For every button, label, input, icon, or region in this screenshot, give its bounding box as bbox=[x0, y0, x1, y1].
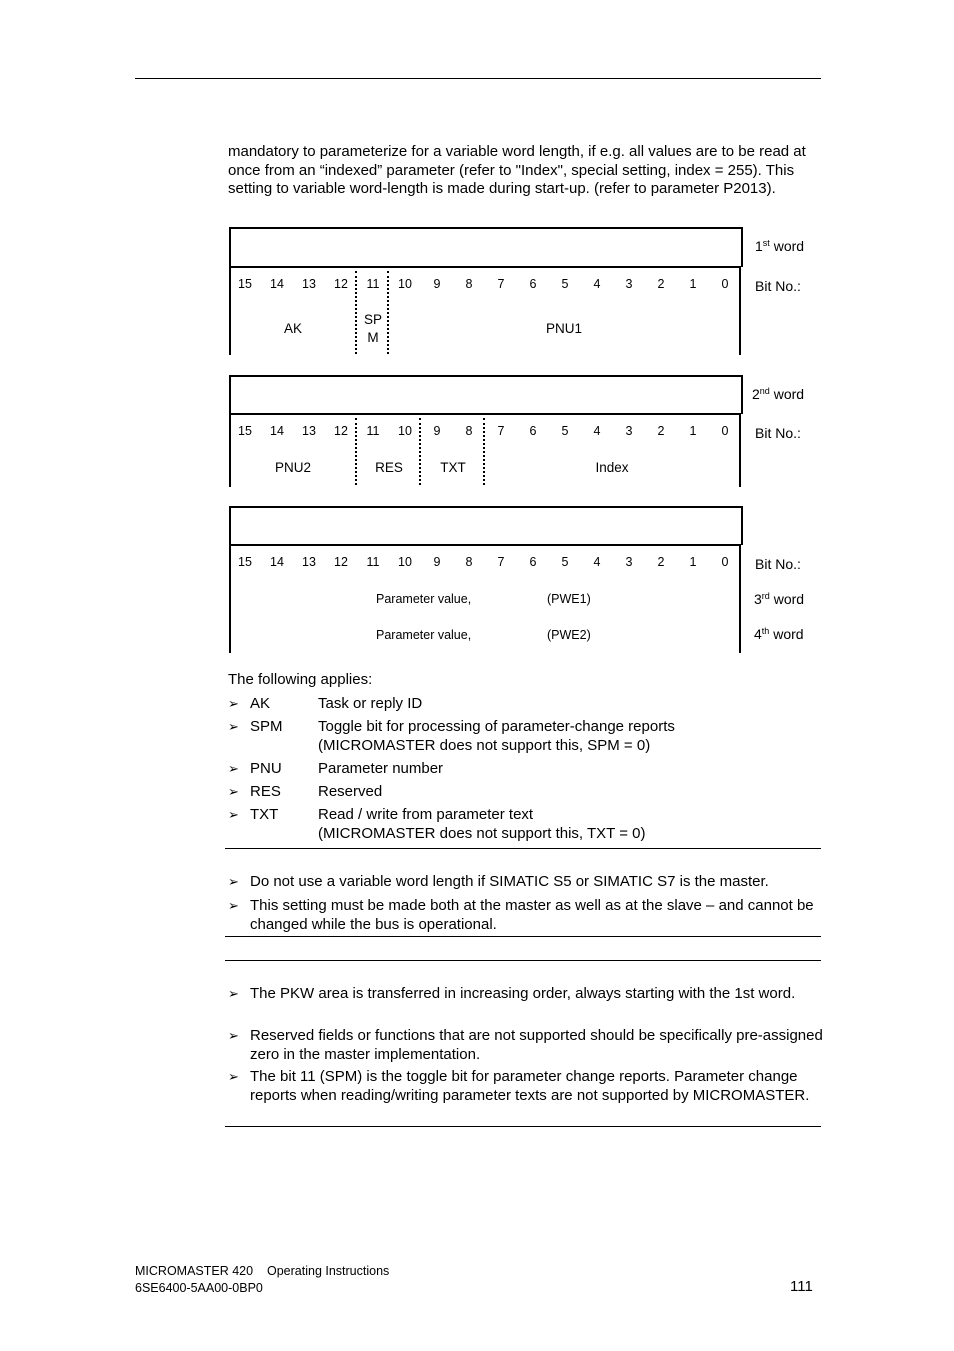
word34-bit-no-label: Bit No.: bbox=[755, 556, 801, 572]
word4-number: 4 bbox=[754, 626, 762, 642]
definition-key: PNU bbox=[250, 760, 282, 777]
footer-doc-type: Operating Instructions bbox=[267, 1264, 390, 1278]
notes-text: Reserved fields or functions that are not supported should be specifically pre-assigned zero in the master implementation. bbox=[250, 1027, 823, 1063]
bit-number: 1 bbox=[689, 555, 697, 569]
bit-number: 4 bbox=[593, 555, 601, 569]
bit-number: 12 bbox=[334, 424, 348, 438]
arrow-bullet-icon: ➢ bbox=[228, 784, 239, 799]
definition-desc: Task or reply ID bbox=[318, 695, 423, 712]
bit-number: 13 bbox=[302, 555, 316, 569]
bit-number: 4 bbox=[593, 277, 601, 291]
bit-number: 7 bbox=[497, 424, 505, 438]
bit-number: 3 bbox=[625, 555, 633, 569]
arrow-bullet-icon: ➢ bbox=[228, 898, 239, 913]
arrow-bullet-icon: ➢ bbox=[228, 1028, 239, 1043]
pwe1-label: Parameter value, bbox=[376, 592, 472, 606]
bit-number: 8 bbox=[465, 277, 473, 291]
word1-label bbox=[755, 238, 804, 254]
definition-desc: Parameter number bbox=[318, 760, 444, 777]
notes-text: The PKW area is transferred in increasing order, always starting with the 1st word. bbox=[250, 985, 796, 1002]
word2-pnu2-field: PNU2 bbox=[274, 460, 311, 475]
word2-index-field: Index bbox=[595, 460, 629, 475]
bit-number: 6 bbox=[529, 424, 537, 438]
bit-number: 2 bbox=[657, 277, 665, 291]
bit-number: 1 bbox=[689, 277, 697, 291]
pwe2-code: (PWE2) bbox=[547, 628, 591, 642]
bit-number: 15 bbox=[238, 555, 252, 569]
arrow-bullet-icon: ➢ bbox=[228, 696, 239, 711]
bit-number: 2 bbox=[657, 555, 665, 569]
arrow-bullet-icon: ➢ bbox=[228, 874, 239, 889]
word1-bit-no-label: Bit No.: bbox=[755, 278, 801, 294]
notice-bottom-rule bbox=[225, 936, 821, 937]
definition-desc: Reserved bbox=[318, 783, 383, 800]
word2-suffix: word bbox=[773, 386, 805, 402]
bit-number: 3 bbox=[625, 424, 633, 438]
arrow-bullet-icon: ➢ bbox=[228, 807, 239, 822]
bit-number: 11 bbox=[366, 555, 380, 569]
bit-number: 15 bbox=[238, 424, 252, 438]
word1-ordinal: st bbox=[762, 238, 770, 248]
bit-number: 11 bbox=[366, 424, 380, 438]
bit-number: 14 bbox=[270, 424, 284, 438]
notes-bottom-rule bbox=[225, 1126, 821, 1127]
bit-number: 9 bbox=[433, 277, 441, 291]
word1-header-cell bbox=[229, 227, 743, 267]
arrow-bullet-icon: ➢ bbox=[228, 719, 239, 734]
bit-number: 3 bbox=[625, 277, 633, 291]
arrow-bullet-icon: ➢ bbox=[228, 1069, 239, 1084]
word2-divider bbox=[229, 413, 741, 415]
notes-top-rule bbox=[225, 960, 821, 961]
bit-number: 4 bbox=[593, 424, 601, 438]
word2-header-cell bbox=[229, 375, 743, 414]
bit-number: 0 bbox=[721, 555, 729, 569]
footer-left bbox=[135, 1263, 389, 1297]
notice-text: Do not use a variable word length if SIMATIC S5 or SIMATIC S7 is the master. bbox=[250, 873, 769, 890]
definition-key: TXT bbox=[250, 806, 279, 823]
bit-number: 8 bbox=[465, 424, 473, 438]
definition-key: RES bbox=[250, 783, 281, 800]
word4-suffix: word bbox=[773, 626, 804, 642]
bit-number: 10 bbox=[398, 277, 412, 291]
word1-pnu1-field: PNU1 bbox=[545, 321, 582, 336]
bit-number: 10 bbox=[398, 424, 412, 438]
footer-product: MICROMASTER 420 bbox=[135, 1264, 254, 1278]
word3-label bbox=[754, 591, 804, 607]
intro-paragraph: mandatory to parameterize for a variable word length, if e.g. all values are to be read at once from an “indexed” parameter (refer to "Index", special setting, index = 255). This setting to variable word-length is made during start-up. (refer to parameter P2013). bbox=[228, 143, 806, 198]
bit-number: 0 bbox=[721, 277, 729, 291]
word2-number: 2 bbox=[752, 386, 760, 402]
bit-number: 12 bbox=[334, 555, 348, 569]
bit-number: 12 bbox=[334, 277, 348, 291]
bit-number: 1 bbox=[689, 424, 697, 438]
header-rule bbox=[135, 78, 821, 79]
word4-label bbox=[754, 626, 804, 642]
word1-ak-field: AK bbox=[283, 321, 302, 336]
pwe2-label: Parameter value, bbox=[376, 628, 472, 642]
bit-number: 14 bbox=[270, 277, 284, 291]
applies-heading: The following applies: bbox=[228, 671, 373, 688]
bit-number: 5 bbox=[561, 424, 569, 438]
word2-txt-field: TXT bbox=[440, 460, 466, 475]
word3-number: 3 bbox=[754, 591, 762, 607]
bit-number: 5 bbox=[561, 277, 569, 291]
bit-number: 13 bbox=[302, 424, 316, 438]
definition-key: SPM bbox=[250, 718, 283, 735]
page-number: 111 bbox=[790, 1278, 813, 1295]
bit-number: 10 bbox=[398, 555, 412, 569]
bit-number: 6 bbox=[529, 555, 537, 569]
bit-number: 7 bbox=[497, 277, 505, 291]
bit-number: 8 bbox=[465, 555, 473, 569]
pwe1-code: (PWE1) bbox=[547, 592, 591, 606]
bit-number: 5 bbox=[561, 555, 569, 569]
word2-bit-no-label: Bit No.: bbox=[755, 425, 801, 441]
definition-desc-note: (MICROMASTER does not support this, TXT = 0) bbox=[318, 824, 646, 842]
arrow-bullet-icon: ➢ bbox=[228, 986, 239, 1001]
bit-number: 7 bbox=[497, 555, 505, 569]
notice-text: This setting must be made both at the master as well as at the slave – and cannot be changed while the bus is operational. bbox=[250, 897, 814, 933]
definition-desc: Read / write from parameter text bbox=[318, 806, 534, 823]
bit-number: 15 bbox=[238, 277, 252, 291]
word1-spm-field-line1: SP bbox=[363, 312, 382, 327]
word2-ordinal: nd bbox=[759, 386, 770, 396]
word3-ordinal: rd bbox=[761, 591, 770, 601]
word1-divider bbox=[229, 266, 741, 268]
bit-number: 14 bbox=[270, 555, 284, 569]
definition-desc: Toggle bit for processing of parameter-change reports bbox=[318, 718, 675, 735]
bit-number: 11 bbox=[366, 277, 380, 291]
bit-number: 0 bbox=[721, 424, 729, 438]
word1-spm-field-line2: M bbox=[367, 330, 379, 345]
notice-top-rule bbox=[225, 848, 821, 849]
arrow-bullet-icon: ➢ bbox=[228, 761, 239, 776]
bit-number: 6 bbox=[529, 277, 537, 291]
word1-suffix: word bbox=[773, 238, 805, 254]
footer-order-number: 6SE6400-5AA00-0BP0 bbox=[135, 1281, 263, 1295]
word4-ordinal: th bbox=[761, 626, 770, 636]
word2-label bbox=[752, 386, 804, 402]
bit-number: 13 bbox=[302, 277, 316, 291]
bit-number: 9 bbox=[433, 555, 441, 569]
definition-desc-note: (MICROMASTER does not support this, SPM = 0) bbox=[318, 736, 651, 754]
bit-number: 2 bbox=[657, 424, 665, 438]
word1-number: 1 bbox=[755, 238, 763, 254]
word34-divider bbox=[229, 544, 741, 546]
word3-suffix: word bbox=[773, 591, 805, 607]
notes-text: The bit 11 (SPM) is the toggle bit for parameter change reports. Parameter change reports when reading/writing parameter texts are not supported by MICROMASTER. bbox=[250, 1068, 810, 1104]
bit-number: 9 bbox=[433, 424, 441, 438]
word34-header-cell bbox=[229, 506, 743, 545]
word2-res-field: RES bbox=[375, 460, 403, 475]
definition-key: AK bbox=[250, 695, 271, 712]
